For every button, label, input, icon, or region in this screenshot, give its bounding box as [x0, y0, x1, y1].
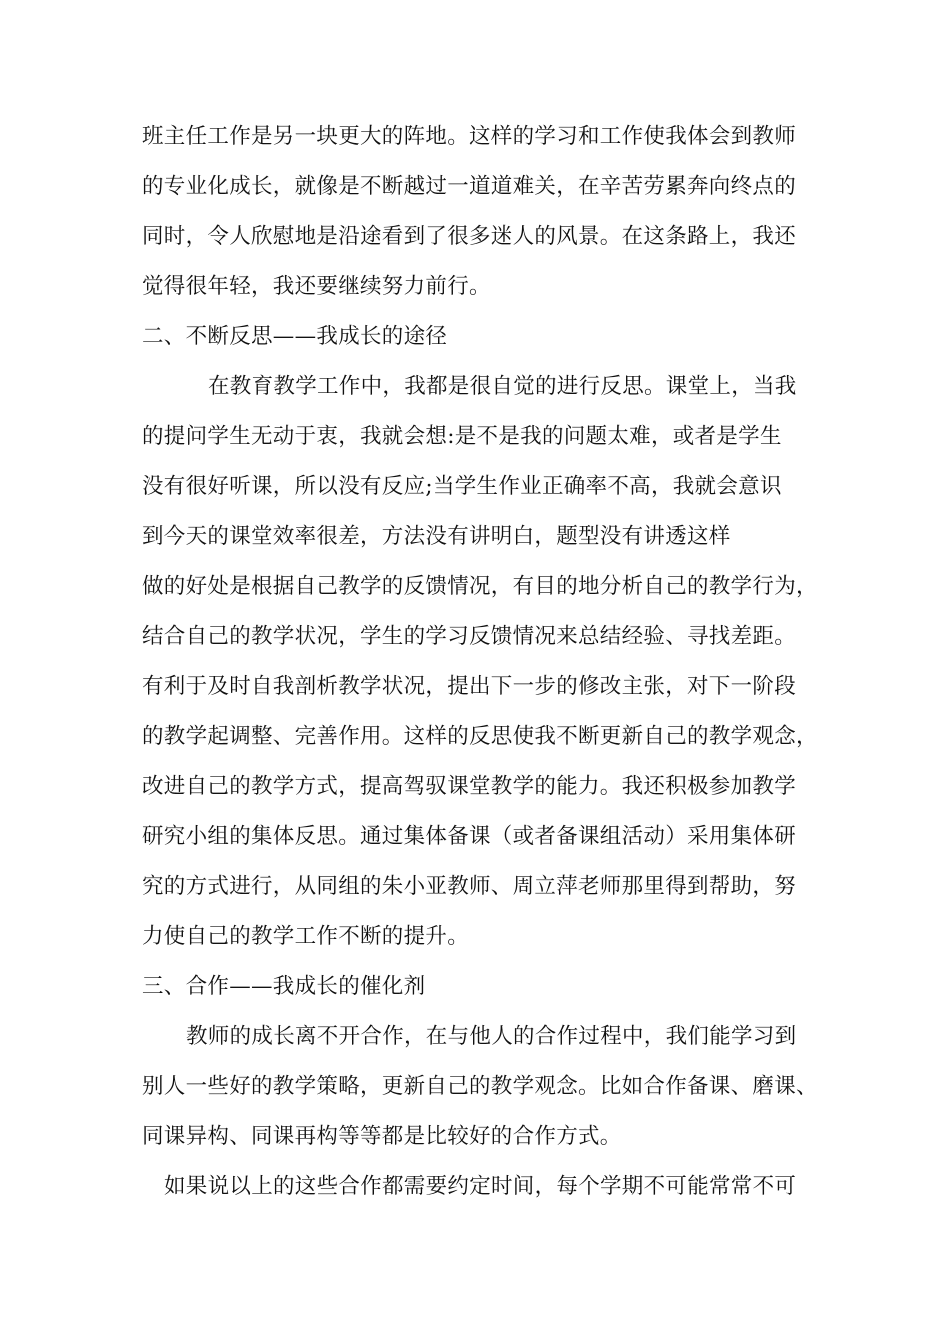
paragraph-line: 改进自己的教学方式，提高驾驭课堂教学的能力。我还积极参加教学 [142, 774, 797, 799]
paragraph-line: 结合自己的教学状况，学生的学习反馈情况来总结经验、寻找差距。 [142, 624, 797, 649]
section-heading: 二、不断反思——我成长的途径 [142, 324, 448, 349]
paragraph-line: 在教育教学工作中，我都是很自觉的进行反思。课堂上，当我 [208, 374, 797, 399]
paragraph-line: 的提问学生无动于衷，我就会想:是不是我的问题太难，或者是学生 [142, 424, 782, 449]
section-heading: 三、合作——我成长的催化剂 [142, 974, 426, 999]
paragraph-line: 研究小组的集体反思。通过集体备课（或者备课组活动）采用集体研 [142, 824, 797, 849]
paragraph-line: 班主任工作是另一块更大的阵地。这样的学习和工作使我体会到教师 [142, 124, 797, 149]
paragraph-line: 没有很好听课，所以没有反应;当学生作业正确率不高，我就会意识 [142, 474, 782, 499]
paragraph-line: 到今天的课堂效率很差，方法没有讲明白，题型没有讲透这样 [142, 524, 731, 549]
paragraph-line: 教师的成长离不开合作，在与他人的合作过程中，我们能学习到 [186, 1024, 797, 1049]
paragraph-line: 究的方式进行，从同组的朱小亚教师、周立萍老师那里得到帮助，努 [142, 874, 797, 899]
paragraph-line: 的教学起调整、完善作用。这样的反思使我不断更新自己的教学观念， [142, 724, 818, 749]
paragraph-line: 的专业化成长，就像是不断越过一道道难关，在辛苦劳累奔向终点的 [142, 174, 797, 199]
paragraph-line: 力使自己的教学工作不断的提升。 [142, 924, 470, 949]
paragraph-line: 觉得很年轻，我还要继续努力前行。 [142, 274, 491, 299]
paragraph-line: 有利于及时自我剖析教学状况，提出下一步的修改主张，对下一阶段 [142, 674, 797, 699]
paragraph-line: 同时，令人欣慰地是沿途看到了很多迷人的风景。在这条路上，我还 [142, 224, 797, 249]
paragraph-line: 同课异构、同课再构等等都是比较好的合作方式。 [142, 1124, 622, 1149]
paragraph-line: 如果说以上的这些合作都需要约定时间，每个学期不可能常常不可 [164, 1174, 797, 1199]
paragraph-line: 做的好处是根据自己教学的反馈情况，有目的地分析自己的教学行为， [142, 574, 818, 599]
paragraph-line: 别人一些好的教学策略，更新自己的教学观念。比如合作备课、磨课、 [142, 1074, 818, 1099]
